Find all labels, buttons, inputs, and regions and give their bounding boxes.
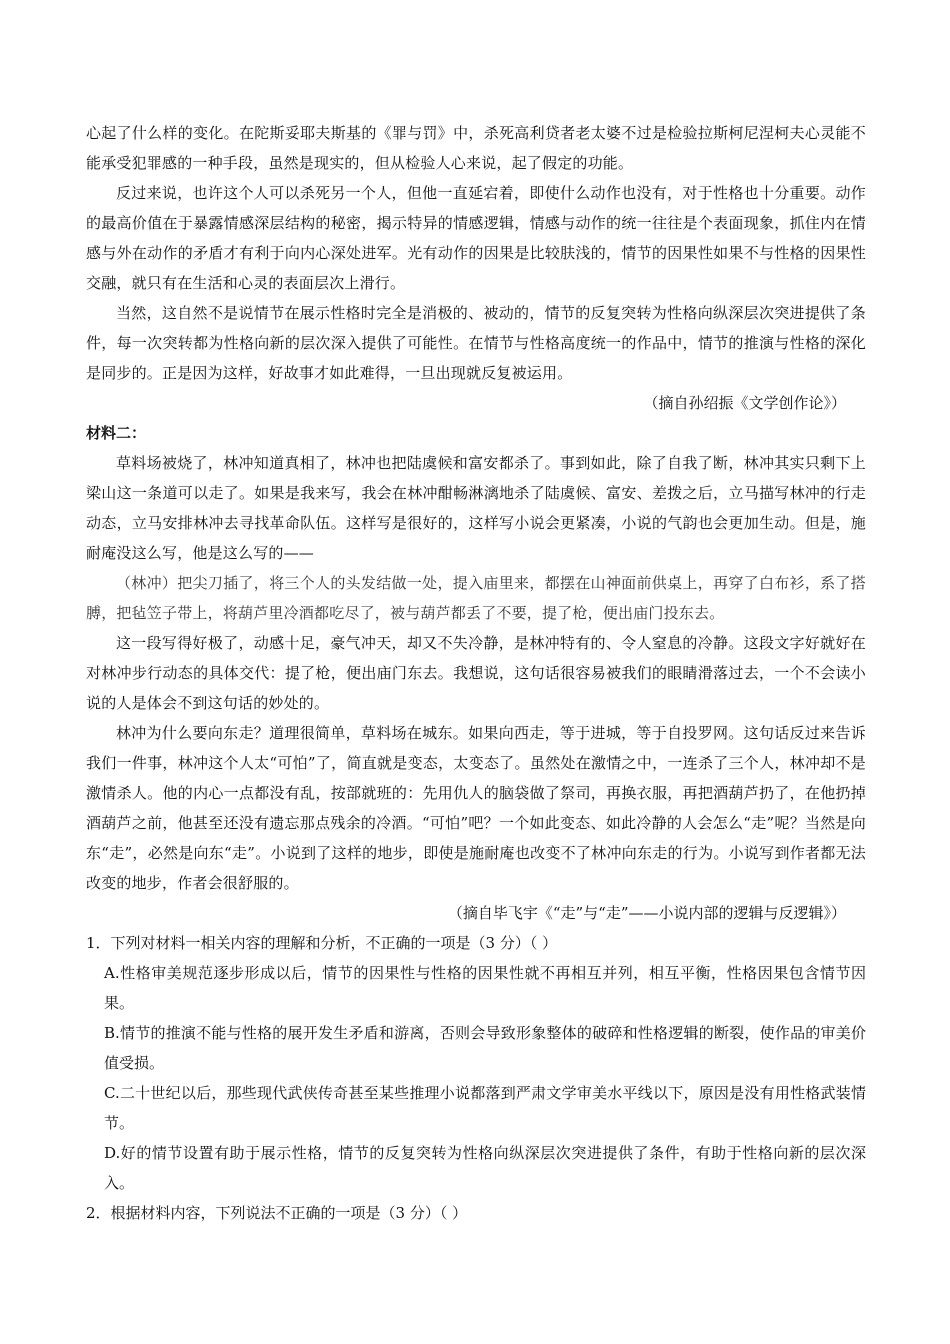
paragraph: 这一段写得好极了，动感十足，豪气冲天，却又不失冷静，是林冲特有的、令人窒息的冷静。这段文字好就好在对林冲步行动态的具体交代：提了枪，便出庙门东去。我想说，这句话很容易被我们的眼睛滑落过去，一个不会读小说的人是体会不到这句话的妙处的。 — [86, 634, 866, 712]
option-d: D.好的情节设置有助于展示性格，情节的反复突转为性格向纵深层次突进提供了条件，有助于性格向新的层次深入。 — [104, 1144, 866, 1192]
source-citation: （摘自孙绍振《文学创作论》） — [643, 394, 846, 412]
paragraph: 草料场被烧了，林冲知道真相了，林冲也把陆虞候和富安都杀了。事到如此，除了自我了断，林冲其实只剩下上梁山这一条道可以走了。如果是我来写，我会在林冲酣畅淋漓地杀了陆虞候、富安、差拨之后，立马描写林冲的行走动态，立马安排林冲去寻找革命队伍。这样写是很好的，这样写小说会更紧凑，小说的气韵也会更加生动。但是，施耐庵没这么写，他是这么写的—— — [86, 454, 866, 562]
question-2: 2．根据材料内容，下列说法不正确的一项是（3 分）（ ） — [86, 1204, 468, 1222]
paragraph: 心起了什么样的变化。在陀斯妥耶夫斯基的《罪与罚》中，杀死高利贷者老太婆不过是检验拉斯柯尼涅柯夫心灵能不能承受犯罪感的一种手段，虽然是现实的，但从检验人心来说，起了假定的功能。 — [86, 124, 866, 172]
document-page — [86, 118, 866, 1228]
question-1: 1．下列对材料一相关内容的理解和分析，不正确的一项是（3 分）（ ） — [86, 934, 558, 952]
section-heading: 材料二： — [86, 424, 147, 442]
option-b: B.情节的推演不能与性格的展开发生矛盾和游离，否则会导致形象整体的破碎和性格逻辑的断裂，使作品的审美价值受损。 — [104, 1024, 866, 1072]
paragraph: 反过来说，也许这个人可以杀死另一个人，但他一直延宕着，即使什么动作也没有，对于性格也十分重要。动作的最高价值在于暴露情感深层结构的秘密，揭示特异的情感逻辑，情感与动作的统一往往是个表面现象，抓住内在情感与外在动作的矛盾才有利于向内心深处进军。光有动作的因果是比较肤浅的，情节的因果性如果不与性格的因果性交融，就只有在生活和心灵的表面层次上滑行。 — [86, 184, 866, 292]
paragraph: 林冲为什么要向东走？道理很简单，草料场在城东。如果向西走，等于进城，等于自投罗网。这句话反过来告诉我们一件事，林冲这个人太“可怕”了，简直就是变态，太变态了。虽然处在激情之中，一连杀了三个人，林冲却不是激情杀人。他的内心一点都没有乱，按部就班的：先用仇人的脑袋做了祭司，再换衣服，再把酒葫芦扔了，在他扔掉酒葫芦之前，他甚至还没有遗忘那点残余的冷酒。“可怕”吧？一个如此变态、如此冷静的人会怎么“走”呢？当然是向东“走”，必然是向东“走”。小说到了这样的地步，即使是施耐庵也改变不了林冲向东走的行为。小说写到作者都无法改变的地步，作者会很舒服的。 — [86, 724, 866, 892]
paragraph: 当然，这自然不是说情节在展示性格时完全是消极的、被动的，情节的反复突转为性格向纵深层次突进提供了条件，每一次突转都为性格向新的层次深入提供了可能性。在情节与性格高度统一的作品中，情节的推演与性格的深化是同步的。正是因为这样，好故事才如此难得，一旦出现就反复被运用。 — [86, 304, 866, 382]
option-c: C.二十世纪以后，那些现代武侠传奇甚至某些推理小说都落到严肃文学审美水平线以下，原因是没有用性格武装情节。 — [104, 1084, 866, 1132]
source-citation: （摘自毕飞宇《“走”与“走”——小说内部的逻辑与反逻辑》） — [447, 904, 846, 922]
quoted-passage: （林冲）把尖刀插了，将三个人的头发结做一处，提入庙里来，都摆在山神面前供桌上，再穿了白布衫，系了搭膊，把毡笠子带上，将葫芦里冷酒都吃尽了，被与葫芦都丢了不要，提了枪，便出庙门投东去。 — [86, 574, 866, 622]
option-a: A.性格审美规范逐步形成以后，情节的因果性与性格的因果性就不再相互并列，相互平衡，性格因果包含情节因果。 — [104, 964, 866, 1012]
